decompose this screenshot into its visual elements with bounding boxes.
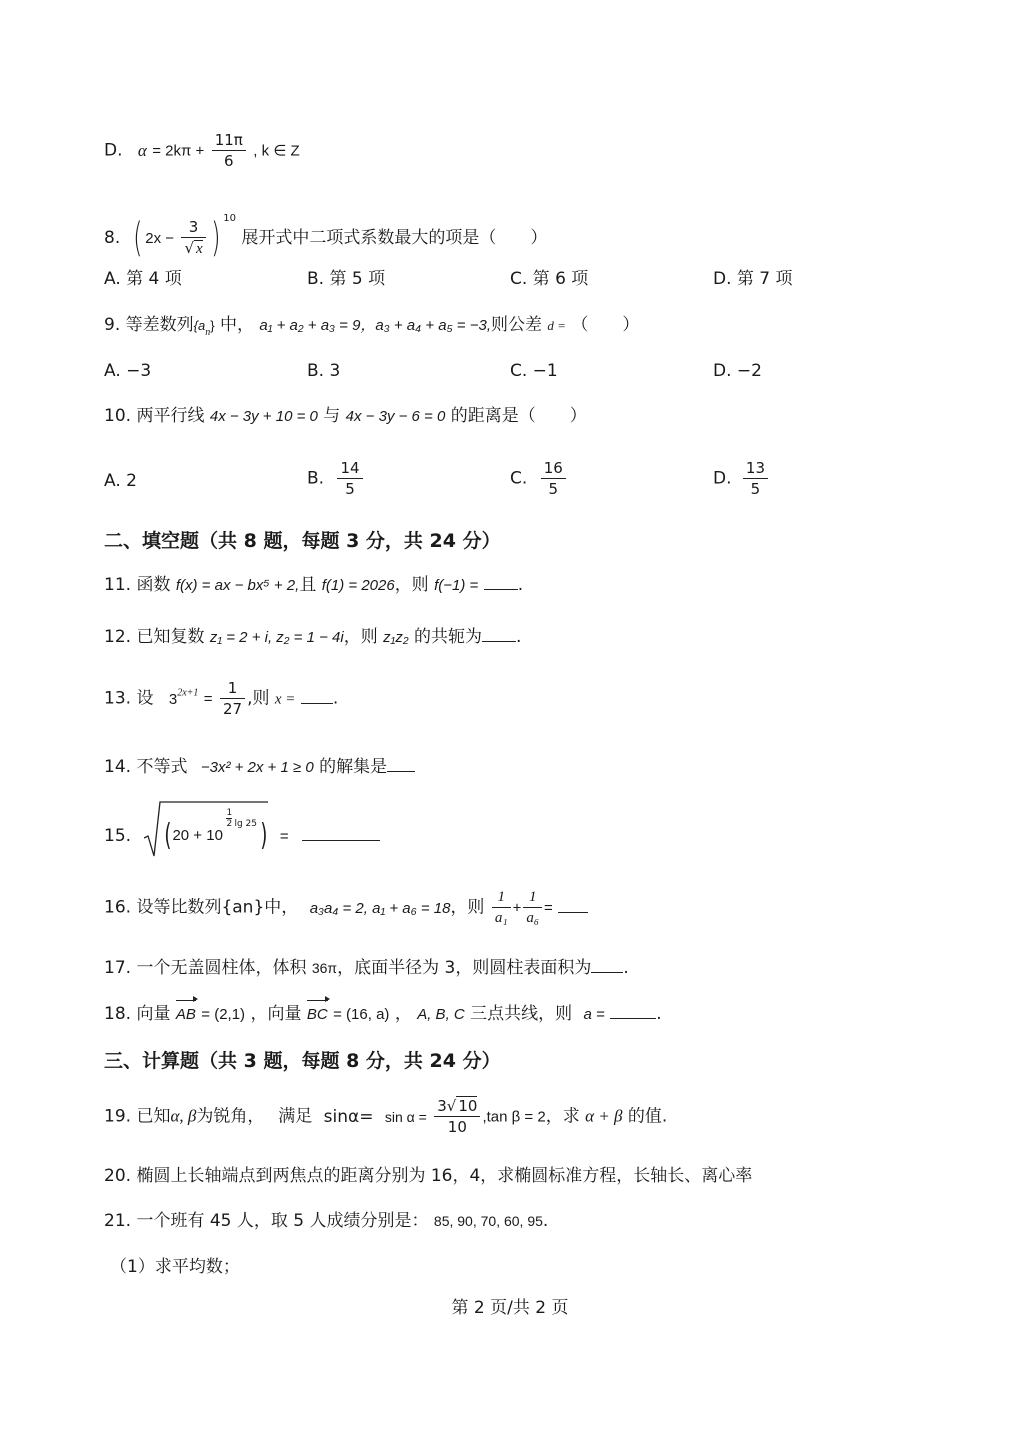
section-3-heading: 三、计算题（共 3 题，每题 8 分，共 24 分） [104, 1050, 501, 1072]
q9-option-d: D. −2 [713, 361, 762, 381]
fraction: $\frac{3}{√ x}$ [181, 217, 205, 259]
question-12: 12. 已知复数 z₁ = 2 + i, z₂ = 1 − 4i，则 z₁z₂ 的共轭为 . [104, 627, 522, 647]
q10-option-c: C. $\frac{16}{5}$ [510, 458, 568, 499]
question-11: 11. 函数 f(x) = ax − bx⁵ + 2,且 f(1) = 2026，则 f(−1) = . [104, 575, 524, 595]
fraction: $\frac{1}{\text{a₆}}$ [523, 887, 542, 928]
q10-option-a: A. 2 [104, 471, 137, 491]
answer-blank[interactable] [387, 757, 415, 772]
question-9: 9. 等差数列$\{a_n\}$ 中， a₁ + a₂ + a₃ = 9，a₃ + a₄ + a₅ = −3,则公差 d = （ ） [104, 315, 640, 338]
answer-blank[interactable] [558, 898, 588, 913]
fraction: $\frac{1}{\text{a₁}}$ [492, 887, 511, 928]
question-8: 8. ( 2x − $\frac{3}{√ x}$ ) $^{10}$ 展开式中二项式系数最大的项是（ ） [104, 213, 548, 261]
question-18: 18. 向量 AB = (2,1) ，向量 BC = (16, a) ， A, B, C 三点共线，则 a = . [104, 1002, 662, 1027]
q9-option-b: B. 3 [307, 361, 341, 381]
answer-blank[interactable] [301, 689, 333, 704]
question-10: 10. 两平行线 4x − 3y + 10 = 0 与 4x − 3y − 6 = 0 的距离是（ ） [104, 406, 587, 426]
q8-option-a: A. 第 4 项 [104, 269, 182, 289]
answer-blank[interactable] [610, 1004, 656, 1019]
radical: ( 20 + 10 1 2 lg 25 ) [144, 808, 274, 864]
question-15: 15. ( 20 + 10 1 2 lg 25 ) = [104, 808, 380, 864]
question-19: 19. 已知α, β为锐角， 满足 sinα= sin α = $\frac{3√ 10}{10}$ ,tan β = 2，求 α + β 的值. [104, 1097, 668, 1136]
q9-option-c: C. −1 [510, 361, 558, 381]
answer-blank[interactable] [302, 826, 380, 841]
q9-option-a: A. −3 [104, 361, 152, 381]
question-21-part-1: （1）求平均数； [110, 1257, 240, 1277]
page-footer: 第 2 页/共 2 页 [451, 1298, 569, 1318]
fraction: $\frac{11\pi}{6}$ [212, 130, 246, 171]
question-20: 20. 椭圆上长轴端点到两焦点的距离分别为 16，4，求椭圆标准方程，长轴长、离心率 [104, 1166, 753, 1186]
q10-option-b: B. $\frac{14}{5}$ [307, 458, 365, 499]
answer-blank[interactable] [591, 958, 623, 973]
q7-option-d: D. α = 2kπ + $\frac{11\pi}{6}$ , k ∈ Z [104, 131, 300, 170]
question-21: 21. 一个班有 45 人，取 5 人成绩分别是： 85, 90, 70, 60, 95. [104, 1211, 549, 1231]
question-16: 16. 设等比数列{an}中， a₃a₄ = 2, a₁ + a₆ = 18，则 $\frac{1}{\text{a₁}}$ + $\frac{1}{\text{a₆}}$ = [104, 887, 588, 928]
q8-option-d: D. 第 7 项 [713, 269, 793, 289]
fraction: $\frac{3√ 10}{10}$ [434, 1096, 480, 1137]
fraction: $\frac{1}{27}$ [220, 678, 245, 719]
answer-blank[interactable] [482, 627, 516, 642]
section-2-heading: 二、填空题（共 8 题，每题 3 分，共 24 分） [104, 530, 501, 552]
q10-option-d: D. $\frac{13}{5}$ [713, 458, 770, 499]
q8-option-b: B. 第 5 项 [307, 269, 386, 289]
answer-blank[interactable] [484, 575, 518, 590]
question-13: 13. 设 $3^{2x+1}$ = $\frac{1}{27}$ ,则 x = . [104, 679, 339, 718]
question-17: 17. 一个无盖圆柱体，体积 36π，底面半径为 3，则圆柱表面积为 . [104, 958, 629, 978]
question-14: 14. 不等式 −3x² + 2x + 1 ≥ 0 的解集是 [104, 755, 415, 780]
q8-option-c: C. 第 6 项 [510, 269, 589, 289]
